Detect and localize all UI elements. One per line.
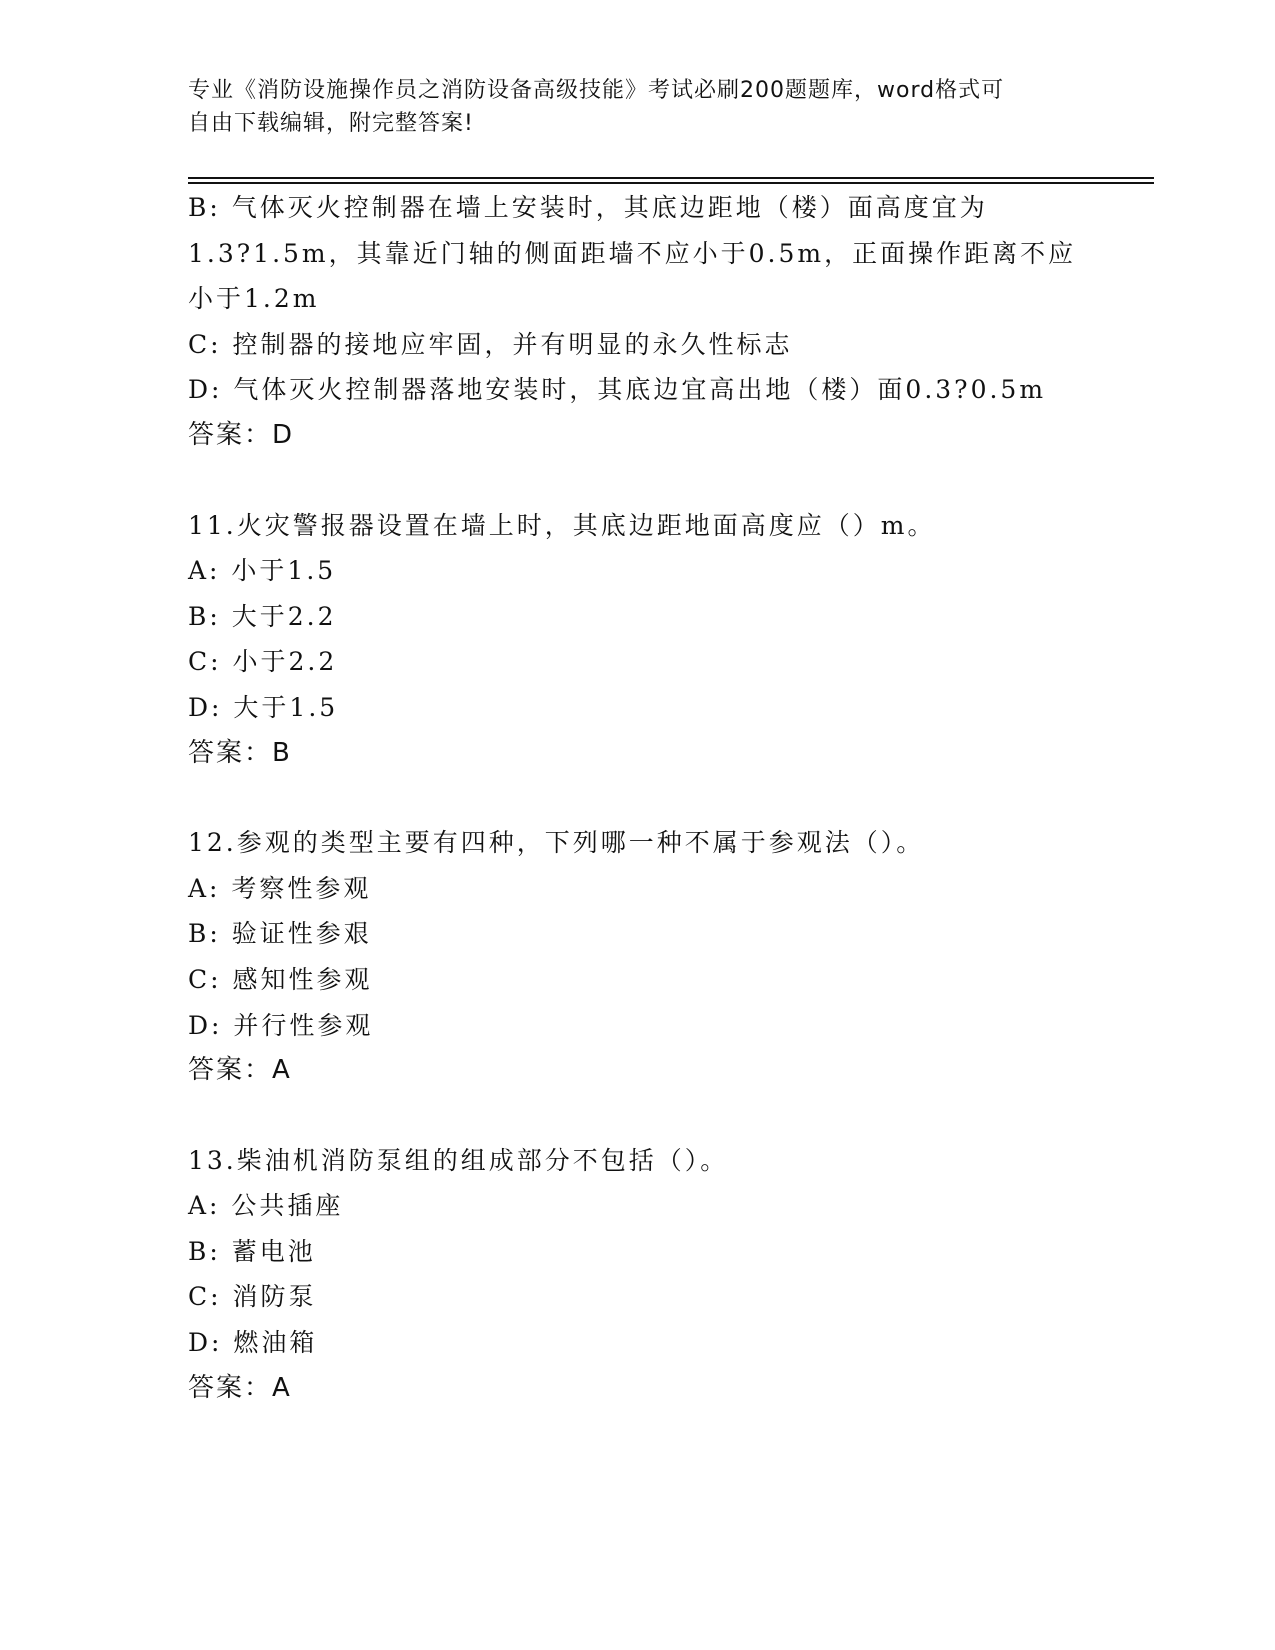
option-a: A: 公共插座 (188, 1191, 344, 1221)
option-b: B: 大于2.2 (188, 601, 337, 631)
header-line-2: 自由下载编辑，附完整答案! (188, 111, 474, 136)
option-c: C: 小于2.2 (188, 647, 338, 677)
option-d: D: 燃油箱 (188, 1328, 318, 1358)
option-b: B: 验证性参艰 (188, 919, 372, 949)
question-stem: 13.柴油机消防泵组的组成部分不包括（）。 (188, 1145, 729, 1175)
option-d: D: 并行性参观 (188, 1010, 374, 1040)
question-stem: 12.参观的类型主要有四种，下列哪一种不属于参观法（）。 (188, 828, 925, 858)
option-a: A: 小于1.5 (188, 556, 337, 586)
option-b-line-1: B: 气体灭火控制器在墙上安装时，其底边距地（楼）面高度宜为 (188, 193, 988, 222)
header-divider-bottom (188, 182, 1154, 184)
previous-question (188, 185, 1088, 459)
answer-line: 答案：A (188, 1055, 292, 1086)
answer-line: 答案：B (188, 737, 292, 768)
header-divider-top (188, 177, 1154, 179)
option-c: C: 感知性参观 (188, 964, 373, 994)
option-a: A: 考察性参观 (188, 873, 372, 903)
question-11 (188, 503, 1088, 777)
option-b: B: 蓄电池 (188, 1236, 316, 1266)
option-c: C: 消防泵 (188, 1282, 317, 1312)
option-d: D: 大于1.5 (188, 692, 339, 722)
option-b-line-2: 1.3?1.5m，其靠近门轴的侧面距墙不应小于0.5m，正面操作距离不应 (188, 238, 1077, 268)
option-b-line-3: 小于1.2m (188, 284, 320, 314)
question-12 (188, 820, 1088, 1094)
question-13 (188, 1138, 1088, 1412)
question-list (188, 185, 1088, 1411)
answer-line: 答案：D (188, 419, 295, 450)
option-d: D: 气体灭火控制器落地安装时，其底边宜高出地（楼）面0.3?0.5m (188, 375, 1047, 405)
document-header (188, 74, 1088, 140)
header-line-1: 专业《消防设施操作员之消防设备高级技能》考试必刷200题题库，word格式可 (188, 78, 1005, 103)
option-c: C: 控制器的接地应牢固，并有明显的永久性标志 (188, 329, 793, 359)
answer-line: 答案：A (188, 1372, 292, 1403)
question-stem: 11.火灾警报器设置在墙上时，其底边距地面高度应（）m。 (188, 510, 936, 540)
